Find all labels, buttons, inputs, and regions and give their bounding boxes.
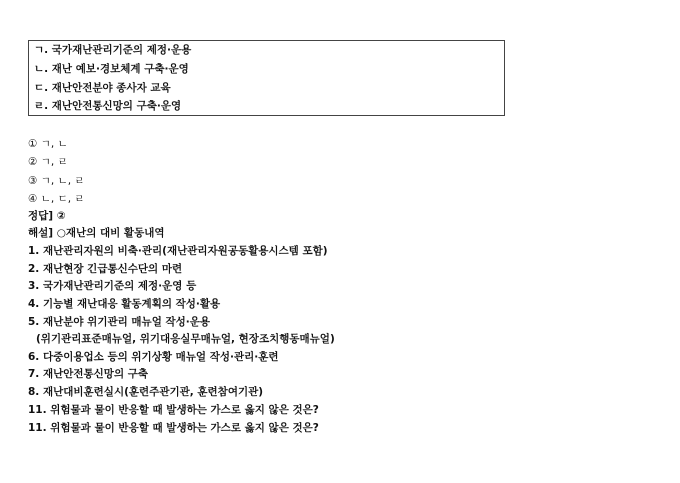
explanation-item: 8. 재난대비훈련실시(훈련주관기관, 훈련참여기관): [28, 386, 264, 398]
explanation-item: 6. 다중이용업소 등의 위기상황 매뉴얼 작성·관리·훈련: [28, 351, 279, 363]
statement-item: ㄱ. 국가재난관리기준의 제정·운용: [34, 44, 192, 56]
statement-box: [28, 40, 505, 116]
answer-option: ③ ㄱ, ㄴ, ㄹ: [28, 175, 85, 187]
explanation-item: 5. 재난분야 위기관리 매뉴얼 작성·운용: [28, 316, 211, 328]
statement-item: ㄷ. 재난안전분야 종사자 교육: [34, 82, 171, 94]
answer-option: ④ ㄴ, ㄷ, ㄹ: [28, 193, 85, 205]
explanation-header: 해설] ○재난의 대비 활동내역: [28, 227, 165, 239]
answer-line: 정답] ②: [28, 210, 66, 222]
explanation-subitem: (위기관리표준매뉴얼, 위기대응실무매뉴얼, 현장조치행동매뉴얼): [36, 333, 335, 345]
statement-item: ㄹ. 재난안전통신망의 구축·운영: [34, 100, 182, 112]
next-question-title: 11. 위험물과 물이 반응할 때 발생하는 가스로 옳지 않은 것은?: [28, 422, 319, 434]
answer-option: ② ㄱ, ㄹ: [28, 156, 68, 168]
statement-item: ㄴ. 재난 예보·경보체계 구축·운영: [34, 63, 189, 75]
explanation-item: 3. 국가재난관리기준의 제정·운영 등: [28, 280, 197, 292]
answer-option: ① ㄱ, ㄴ: [28, 138, 68, 150]
explanation-item: 2. 재난현장 긴급통신수단의 마련: [28, 263, 183, 275]
explanation-item: 1. 재난관리자원의 비축·관리(재난관리자원공동활용시스템 포함): [28, 245, 328, 257]
explanation-item: 4. 기능별 재난대응 활동계획의 작성·활용: [28, 298, 221, 310]
next-question-title: 11. 위험물과 물이 반응할 때 발생하는 가스로 옳지 않은 것은?: [28, 404, 319, 416]
explanation-item: 7. 재난안전통신망의 구축: [28, 368, 149, 380]
